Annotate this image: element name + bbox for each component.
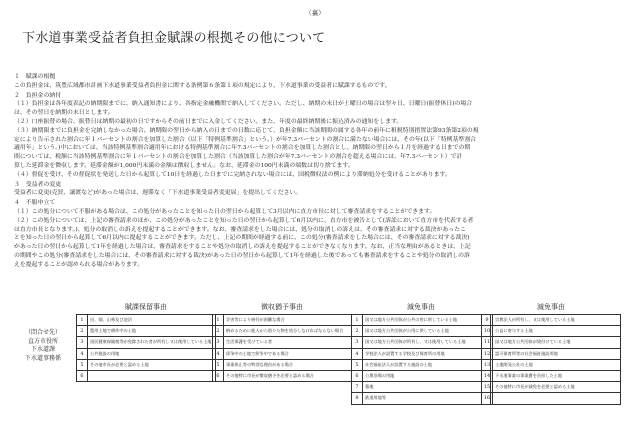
table-row	[352, 370, 491, 381]
row-text: 公益に寄与する土地	[493, 326, 621, 337]
body-line: （１）負担金は各年度表記の納期限までに、納入通知書により、各指定金融機関で納入してください。ただし、納期の末日が土曜日の場合は翌々日、日曜日(振替休日)の場合	[14, 101, 473, 108]
table-row	[482, 348, 621, 359]
body-text	[14, 72, 614, 270]
row-number: 1	[77, 315, 88, 326]
row-text	[88, 370, 216, 381]
contact-line: （問合せ先）	[24, 329, 61, 336]
body-line: （３）納期限までに負担金を完納しなかった場合、納期限の翌日から納入の日までの日数に応じて、負担金額に当該期間の属する各年の前年に租税特別措置法第93条第2項の規	[14, 127, 479, 134]
table-row	[352, 326, 491, 337]
row-number: 5	[213, 359, 224, 370]
row-number: 3	[213, 337, 224, 348]
row-number: 5	[77, 359, 88, 370]
contact-info	[17, 329, 69, 363]
table-row	[213, 337, 352, 348]
contact-line: 直方市役所	[27, 337, 58, 345]
table-row	[352, 382, 491, 393]
body-line: （２）この処分については、上記の審査請求のほか、この処分があったことを知った日の翌日から起算して6月以内に、直方市を被告として(訴訟において直方市を代表する者	[14, 217, 474, 224]
row-text: その他市長が必要と認める土地	[88, 359, 216, 370]
collection-deferral-table	[212, 302, 352, 382]
row-text: 学校法人が設置する学校及び保育所の用地	[363, 348, 491, 359]
table-row	[352, 393, 491, 404]
table-row	[482, 359, 621, 370]
row-text: 下水道事業の事業費を負担した土地	[493, 370, 621, 381]
row-number: 1	[352, 315, 363, 326]
row-text: 農用土地で耕作中の土地	[88, 326, 216, 337]
row-text: 国又は地方公共団体が貸付けている土地	[493, 337, 621, 348]
row-number: 8	[352, 393, 363, 404]
row-number: 4	[77, 348, 88, 359]
table-row	[482, 370, 621, 381]
row-number: 2	[213, 326, 224, 337]
row-number: 6	[352, 370, 363, 381]
row-number: 11	[482, 337, 493, 348]
row-number: 13	[482, 359, 493, 370]
row-text: 鉄道用地等	[363, 393, 491, 404]
table-row	[482, 337, 621, 348]
table-row	[352, 337, 491, 348]
row-text: その他特に市長が減免を必要と認める土地	[493, 382, 621, 393]
row-text: 社会福祉法人が設置する施設の土地	[363, 359, 491, 370]
row-text: その他特に市長が徴収猶予を必要と認める場合	[224, 370, 352, 381]
row-text: 墓地	[363, 382, 491, 393]
table-row	[213, 326, 352, 337]
table-row	[482, 315, 621, 326]
table-row	[77, 315, 216, 326]
row-number: 16	[482, 393, 493, 404]
row-text: 公衆浴場の用地	[363, 370, 491, 381]
body-line: は、その翌日を納期の末日とします。	[14, 110, 114, 117]
row-number: 6	[77, 370, 88, 381]
row-number: 5	[352, 359, 363, 370]
body-line: （２）口座振替の場合、振替日は納期の最初の日ですからその前日までに入金してください。また、年度の最終納期後に振込済みの通知をします。	[14, 118, 403, 125]
row-text: 土地開発公社の土地	[493, 359, 621, 370]
table-row	[352, 348, 491, 359]
table-row	[77, 337, 216, 348]
row-number: 4	[213, 348, 224, 359]
body-line: 間については、税額に当該特例基準割合に年１パーセントの割合を加算した割合（当該加算した割合が年7.3パーセントの割合を超える場合には、年7.3パーセント）で計	[14, 154, 463, 161]
row-number: 2	[352, 326, 363, 337]
table-row	[352, 359, 491, 370]
body-line: とを知った日の翌日から起算して6月以内に提起することができます。ただし、上記の期間が経過する前に、この処分(審査請求をした場合には、その審査請求に対する裁決)	[14, 235, 470, 242]
row-text: 係争中の土地で紛争中である場合	[224, 348, 352, 359]
body-line: 適用年」という。)中においては、当該特例基準割合適用年における特例基準割合に年7.3パーセントの割合を加算した割合とし、納期限の翌日から１月を経過する日までの期	[14, 145, 471, 152]
row-number: 1	[213, 315, 224, 326]
row-text: 宗教法人が所有し、又は使用している土地	[493, 315, 621, 326]
table-row	[213, 315, 352, 326]
row-text: 納めるために他人から借りた物を処分しなければならない場合	[224, 326, 352, 337]
body-line: は直方市長となります。)、処分の取消しの訴えを提起することができます。なお、審査請求をした場合には、処分の取消しの訴えは、その審査請求に対する裁決があったこ	[14, 226, 466, 233]
row-number: 10	[482, 326, 493, 337]
section-heading: ４ 不服申立て	[14, 200, 56, 207]
table-row	[77, 370, 216, 381]
table-row	[482, 326, 621, 337]
table-row	[77, 348, 216, 359]
body-line: 受益者に変更(売買、譲渡など)があった場合は、遅滞なく「下水道事業受益者変更届」を提出してください。	[14, 190, 302, 197]
row-text: 国又は地方公共団体が公用に供している土地	[363, 326, 491, 337]
row-number: 7	[352, 382, 363, 393]
body-line: （４）督促を受け、その督促状を発送した日から起算して10日を経過した日までに完納されない場合には、国税徴収法の例により滞納処分を受けることがあります。	[14, 171, 451, 178]
row-number: 3	[77, 337, 88, 348]
body-line: 定により告示された割合に年１パーセントの割合を加算した割合（以下「特例基準割合」という。）が年7.3パーセントの割合に満たない場合には、その年(以下「特例基準割合	[14, 136, 477, 143]
row-text: 生活保護を受けている者	[224, 337, 352, 348]
row-text: 国又は地方公共団体が所有し、又は使用している土地	[363, 337, 491, 348]
row-text: 国民健康保険税等が免除された者が所有し又は使用している土地	[88, 337, 216, 348]
table-header: 減免事由	[407, 303, 435, 311]
row-number: 4	[352, 348, 363, 359]
row-number: 6	[213, 370, 224, 381]
row-number: 15	[482, 382, 493, 393]
section-heading: ２ 負担金の納付	[14, 92, 62, 99]
row-text	[493, 393, 621, 404]
body-line: があった日の翌日から起算して1年を経過した場合は、審査請求をすることや処分の取消しの訴えを提起することができなくなります。なお、正当な理由があるときは、上記	[14, 244, 471, 251]
levy-suspension-table	[76, 302, 216, 382]
row-text: 公共施設の用地	[88, 348, 216, 359]
section-heading: ３ 受益者の変更	[14, 181, 62, 188]
body-line: 算した延滞金を徴収します。延滞金額が1,000円未満の金額は徴収しません。なお、延滞金の100円未満の端数は切り捨てます。	[14, 162, 354, 169]
body-line: の期間やこの処分(審査請求をした場合には、その審査請求に対する裁決)があった日の翌日から起算して1年を経過した後であっても審査請求をすることや処分の取消しの訴	[14, 252, 470, 259]
body-line: この負担金は、筑豊広域都市計画下水道事業受益者負担金に関する条例第６条第１項の規定により、下水道事業の受益者に賦課するものです。	[14, 82, 391, 89]
table-header: 減免事由	[537, 303, 565, 311]
row-number: 12	[482, 348, 493, 359]
table-header: 徴収猶予事由	[261, 303, 303, 311]
row-text: 災害等により納付が困難な場合	[224, 315, 352, 326]
table-row	[352, 315, 491, 326]
table-row	[213, 370, 352, 381]
row-text: 国又は地方公共団体が公共の用に供している土地	[363, 315, 491, 326]
row-number: 9	[482, 315, 493, 326]
row-number: 3	[352, 337, 363, 348]
contact-line: 下水道課	[30, 346, 55, 354]
row-text: 田、畑、山林及び池沼	[88, 315, 216, 326]
table-row	[213, 359, 352, 370]
reduction-table-2	[481, 302, 621, 405]
document-title: 下水道事業受益者負担金賦課の根拠その他について	[22, 31, 326, 46]
table-row	[482, 393, 621, 404]
body-line: えを提起することが認められる場合があります。	[14, 261, 144, 268]
body-line: （１）この処分について不服がある場合は、この処分があったことを知った日の翌日から起算して3月以内に直方市長に対して審査請求をすることができます。	[14, 208, 436, 215]
table-row	[482, 382, 621, 393]
side-label: （裏）	[305, 9, 325, 17]
row-text: 事業休止等の特別な理由がある場合	[224, 359, 352, 370]
section-heading: １ 賦課の根拠	[14, 74, 56, 80]
table-row	[77, 359, 216, 370]
table-header: 賦課保留事由	[125, 303, 167, 311]
row-number: 2	[77, 326, 88, 337]
table-row	[213, 348, 352, 359]
row-text: 認可保育所等の社会福祉施設用地	[493, 348, 621, 359]
reduction-table-1	[351, 302, 491, 405]
row-number: 14	[482, 370, 493, 381]
table-row	[77, 326, 216, 337]
contact-line: 下水道事務係	[24, 354, 61, 362]
